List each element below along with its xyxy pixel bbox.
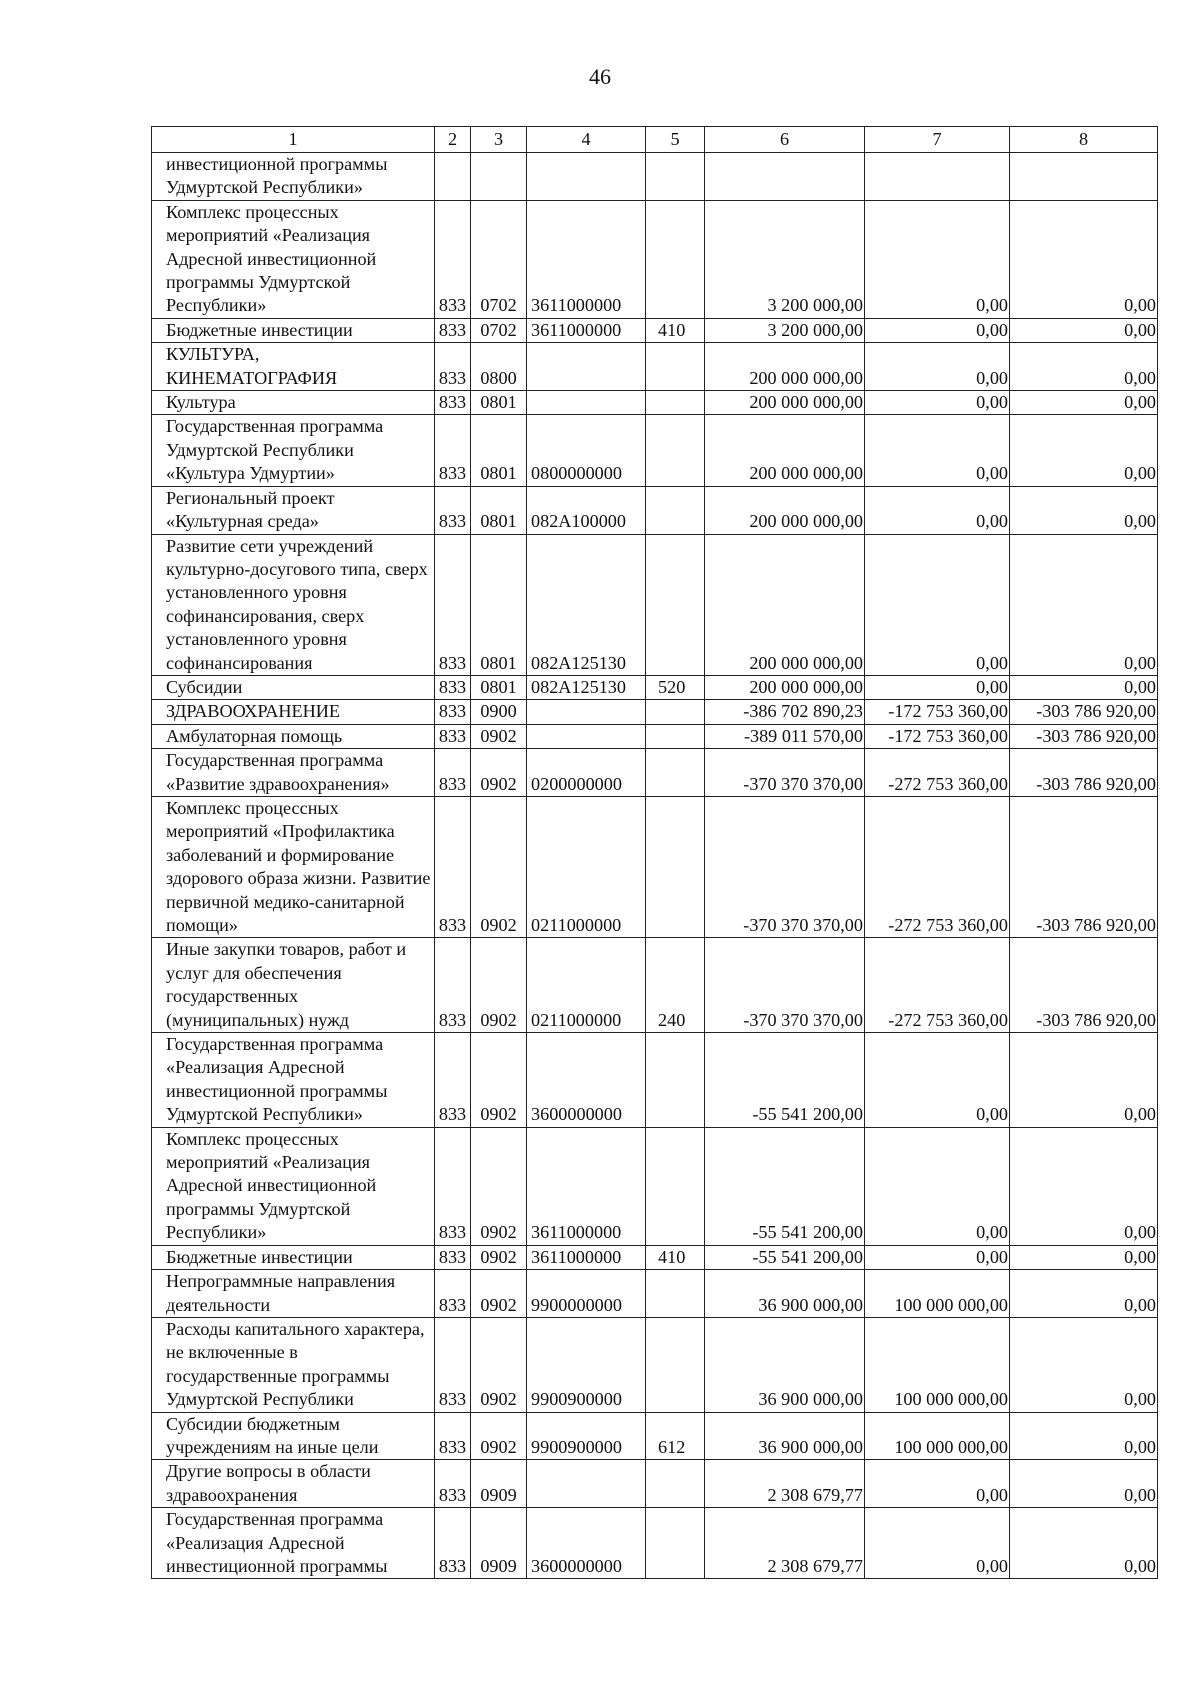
row-col-2: 833 — [435, 1412, 471, 1460]
row-col-7: 0,00 — [865, 391, 1010, 415]
row-name: Комплекс процессных мероприятий «Профилактика заболеваний и формирование здорового образа жизни. Развитие первичной медико-санитарной помощи» — [152, 796, 435, 937]
header-row — [152, 127, 1158, 153]
header-col-7: 7 — [865, 127, 1010, 153]
table-row — [152, 153, 1158, 201]
row-col-8: 0,00 — [1010, 486, 1158, 534]
row-col-5 — [646, 153, 705, 201]
table-row — [152, 1412, 1158, 1460]
row-col-5: 240 — [646, 938, 705, 1033]
row-col-8: 0,00 — [1010, 1127, 1158, 1245]
row-col-3: 0902 — [471, 938, 527, 1033]
row-col-2: 833 — [435, 1245, 471, 1269]
row-col-5 — [646, 486, 705, 534]
row-col-5 — [646, 1460, 705, 1508]
row-name: Государственная программа «Реализация Адресной инвестиционной программы — [152, 1508, 435, 1579]
row-col-7: 0,00 — [865, 343, 1010, 391]
row-col-8: 0,00 — [1010, 1245, 1158, 1269]
row-col-4: 082A125130 — [527, 675, 646, 699]
row-col-6: 200 000 000,00 — [705, 343, 865, 391]
row-col-7: -172 753 360,00 — [865, 724, 1010, 748]
table-row — [152, 700, 1158, 724]
table-row — [152, 318, 1158, 342]
row-col-5 — [646, 343, 705, 391]
row-col-3: 0801 — [471, 486, 527, 534]
row-col-8: 0,00 — [1010, 1412, 1158, 1460]
row-col-5 — [646, 1317, 705, 1412]
row-col-5 — [646, 1508, 705, 1579]
row-col-8: 0,00 — [1010, 318, 1158, 342]
table-row — [152, 1460, 1158, 1508]
row-name: Иные закупки товаров, работ и услуг для обеспечения государственных (муниципальных) нужд — [152, 938, 435, 1033]
row-col-5 — [646, 796, 705, 937]
row-col-5 — [646, 534, 705, 675]
row-col-2: 833 — [435, 1508, 471, 1579]
table-row — [152, 1033, 1158, 1128]
table-row — [152, 938, 1158, 1033]
row-col-7: 0,00 — [865, 534, 1010, 675]
row-col-7: 100 000 000,00 — [865, 1317, 1010, 1412]
row-name: Государственная программа «Развитие здравоохранения» — [152, 749, 435, 797]
row-col-8: -303 786 920,00 — [1010, 938, 1158, 1033]
row-name: Бюджетные инвестиции — [152, 1245, 435, 1269]
row-col-7: 0,00 — [865, 1245, 1010, 1269]
row-name: Развитие сети учреждений культурно-досугового типа, сверх установленного уровня софинансирования, сверх установленного уровня софинансирования — [152, 534, 435, 675]
header-col-6: 6 — [705, 127, 865, 153]
row-col-3: 0902 — [471, 724, 527, 748]
table-row — [152, 343, 1158, 391]
row-col-7: -272 753 360,00 — [865, 938, 1010, 1033]
row-col-2: 833 — [435, 1460, 471, 1508]
row-col-4: 9900900000 — [527, 1317, 646, 1412]
table-row — [152, 796, 1158, 937]
row-col-6: 2 308 679,77 — [705, 1460, 865, 1508]
row-name: Комплекс процессных мероприятий «Реализация Адресной инвестиционной программы Удмуртской Республики» — [152, 1127, 435, 1245]
row-col-4: 9900000000 — [527, 1270, 646, 1318]
row-name: КУЛЬТУРА, КИНЕМАТОГРАФИЯ — [152, 343, 435, 391]
page-number: 46 — [589, 64, 611, 89]
row-col-7: 0,00 — [865, 415, 1010, 486]
row-col-5 — [646, 1033, 705, 1128]
row-col-4: 3611000000 — [527, 1245, 646, 1269]
row-col-3: 0902 — [471, 1317, 527, 1412]
row-col-2: 833 — [435, 1270, 471, 1318]
row-col-4: 3611000000 — [527, 200, 646, 318]
row-col-4 — [527, 700, 646, 724]
table-row — [152, 200, 1158, 318]
row-col-8: 0,00 — [1010, 391, 1158, 415]
row-col-7: 0,00 — [865, 318, 1010, 342]
row-col-8: 0,00 — [1010, 675, 1158, 699]
row-col-8: -303 786 920,00 — [1010, 724, 1158, 748]
row-col-5: 410 — [646, 318, 705, 342]
table-row — [152, 534, 1158, 675]
row-col-7: 0,00 — [865, 486, 1010, 534]
row-col-6: 3 200 000,00 — [705, 200, 865, 318]
row-col-2: 833 — [435, 700, 471, 724]
table-row — [152, 1270, 1158, 1318]
row-col-2: 833 — [435, 1127, 471, 1245]
row-name: Региональный проект «Культурная среда» — [152, 486, 435, 534]
row-name: Государственная программа «Реализация Адресной инвестиционной программы Удмуртской Республики» — [152, 1033, 435, 1128]
budget-table — [151, 126, 1158, 1579]
row-name: ЗДРАВООХРАНЕНИЕ — [152, 700, 435, 724]
row-col-3: 0801 — [471, 534, 527, 675]
row-col-6: 36 900 000,00 — [705, 1317, 865, 1412]
row-name: Комплекс процессных мероприятий «Реализация Адресной инвестиционной программы Удмуртской Республики» — [152, 200, 435, 318]
row-col-6: 200 000 000,00 — [705, 486, 865, 534]
row-col-8: 0,00 — [1010, 1460, 1158, 1508]
row-name: Расходы капитального характера, не включенные в государственные программы Удмуртской Республики — [152, 1317, 435, 1412]
row-col-3: 0902 — [471, 1127, 527, 1245]
row-col-4: 0200000000 — [527, 749, 646, 797]
table-row — [152, 1245, 1158, 1269]
table-row — [152, 675, 1158, 699]
row-name: Амбулаторная помощь — [152, 724, 435, 748]
row-col-4: 3611000000 — [527, 318, 646, 342]
row-col-8: 0,00 — [1010, 200, 1158, 318]
row-col-5 — [646, 1127, 705, 1245]
row-col-4: 3600000000 — [527, 1033, 646, 1128]
row-col-8: 0,00 — [1010, 1317, 1158, 1412]
row-col-8 — [1010, 153, 1158, 201]
row-col-6: 2 308 679,77 — [705, 1508, 865, 1579]
row-col-8: 0,00 — [1010, 343, 1158, 391]
row-col-7 — [865, 153, 1010, 201]
row-col-4 — [527, 391, 646, 415]
row-col-3: 0902 — [471, 749, 527, 797]
row-col-8: 0,00 — [1010, 534, 1158, 675]
row-col-7: 0,00 — [865, 675, 1010, 699]
row-col-6: -55 541 200,00 — [705, 1245, 865, 1269]
row-col-5 — [646, 1270, 705, 1318]
row-col-3: 0909 — [471, 1508, 527, 1579]
row-col-3: 0800 — [471, 343, 527, 391]
row-col-7: 0,00 — [865, 200, 1010, 318]
row-name: Культура — [152, 391, 435, 415]
row-col-2: 833 — [435, 938, 471, 1033]
row-col-8: 0,00 — [1010, 415, 1158, 486]
row-col-4: 3600000000 — [527, 1508, 646, 1579]
row-col-8: 0,00 — [1010, 1508, 1158, 1579]
row-col-6: -386 702 890,23 — [705, 700, 865, 724]
row-col-3: 0902 — [471, 796, 527, 937]
table-row — [152, 724, 1158, 748]
row-col-7: 100 000 000,00 — [865, 1412, 1010, 1460]
row-col-5 — [646, 749, 705, 797]
row-col-7: -172 753 360,00 — [865, 700, 1010, 724]
row-col-2: 833 — [435, 391, 471, 415]
row-col-6: -370 370 370,00 — [705, 796, 865, 937]
row-col-4: 082A100000 — [527, 486, 646, 534]
row-col-3: 0902 — [471, 1270, 527, 1318]
row-col-3: 0801 — [471, 675, 527, 699]
row-col-2: 833 — [435, 749, 471, 797]
row-col-2: 833 — [435, 1033, 471, 1128]
row-col-7: -272 753 360,00 — [865, 796, 1010, 937]
row-col-4 — [527, 343, 646, 391]
row-name: Государственная программа Удмуртской Республики «Культура Удмуртии» — [152, 415, 435, 486]
row-name: Субсидии бюджетным учреждениям на иные цели — [152, 1412, 435, 1460]
row-col-2: 833 — [435, 343, 471, 391]
row-col-6: 200 000 000,00 — [705, 415, 865, 486]
row-col-6: 200 000 000,00 — [705, 675, 865, 699]
row-col-6 — [705, 153, 865, 201]
row-col-4: 0211000000 — [527, 796, 646, 937]
row-col-4: 3611000000 — [527, 1127, 646, 1245]
table-row — [152, 1508, 1158, 1579]
row-col-6: -55 541 200,00 — [705, 1033, 865, 1128]
row-name: Субсидии — [152, 675, 435, 699]
table-row — [152, 749, 1158, 797]
row-col-3: 0902 — [471, 1033, 527, 1128]
row-col-8: 0,00 — [1010, 1270, 1158, 1318]
row-col-3: 0801 — [471, 391, 527, 415]
row-col-6: 200 000 000,00 — [705, 391, 865, 415]
row-col-4: 9900900000 — [527, 1412, 646, 1460]
row-col-6: 36 900 000,00 — [705, 1412, 865, 1460]
row-col-7: 0,00 — [865, 1127, 1010, 1245]
row-col-2: 833 — [435, 675, 471, 699]
header-col-3: 3 — [471, 127, 527, 153]
row-col-4: 0800000000 — [527, 415, 646, 486]
header-col-1: 1 — [152, 127, 435, 153]
row-col-2: 833 — [435, 318, 471, 342]
row-col-7: 0,00 — [865, 1033, 1010, 1128]
row-col-4 — [527, 153, 646, 201]
header-col-2: 2 — [435, 127, 471, 153]
row-col-5 — [646, 200, 705, 318]
row-col-6: 200 000 000,00 — [705, 534, 865, 675]
row-col-5 — [646, 700, 705, 724]
row-col-5: 520 — [646, 675, 705, 699]
row-col-6: -389 011 570,00 — [705, 724, 865, 748]
table-row — [152, 415, 1158, 486]
table-body — [152, 153, 1158, 1579]
row-col-8: -303 786 920,00 — [1010, 796, 1158, 937]
row-col-7: 100 000 000,00 — [865, 1270, 1010, 1318]
row-col-7: 0,00 — [865, 1508, 1010, 1579]
table-row — [152, 1317, 1158, 1412]
row-name: Непрограммные направления деятельности — [152, 1270, 435, 1318]
row-col-8: -303 786 920,00 — [1010, 749, 1158, 797]
table-row — [152, 391, 1158, 415]
table-header — [152, 127, 1158, 153]
row-col-6: 36 900 000,00 — [705, 1270, 865, 1318]
row-col-5: 612 — [646, 1412, 705, 1460]
row-col-8: -303 786 920,00 — [1010, 700, 1158, 724]
row-col-2: 833 — [435, 1317, 471, 1412]
row-name: Другие вопросы в области здравоохранения — [152, 1460, 435, 1508]
row-col-4 — [527, 724, 646, 748]
row-col-3: 0702 — [471, 200, 527, 318]
row-col-5 — [646, 724, 705, 748]
row-col-5 — [646, 391, 705, 415]
row-col-2: 833 — [435, 486, 471, 534]
row-col-6: -370 370 370,00 — [705, 938, 865, 1033]
header-col-8: 8 — [1010, 127, 1158, 153]
row-name: Бюджетные инвестиции — [152, 318, 435, 342]
table-row — [152, 486, 1158, 534]
row-col-8: 0,00 — [1010, 1033, 1158, 1128]
row-col-2: 833 — [435, 724, 471, 748]
row-col-6: -370 370 370,00 — [705, 749, 865, 797]
row-col-7: -272 753 360,00 — [865, 749, 1010, 797]
row-col-5 — [646, 415, 705, 486]
row-col-3: 0909 — [471, 1460, 527, 1508]
row-col-6: 3 200 000,00 — [705, 318, 865, 342]
row-col-7: 0,00 — [865, 1460, 1010, 1508]
row-col-5: 410 — [646, 1245, 705, 1269]
row-col-4: 0211000000 — [527, 938, 646, 1033]
row-col-2: 833 — [435, 534, 471, 675]
row-col-2: 833 — [435, 415, 471, 486]
row-col-4: 082A125130 — [527, 534, 646, 675]
header-col-5: 5 — [646, 127, 705, 153]
row-col-3: 0902 — [471, 1245, 527, 1269]
row-col-4 — [527, 1460, 646, 1508]
row-col-2: 833 — [435, 200, 471, 318]
row-col-3: 0801 — [471, 415, 527, 486]
row-col-3: 0900 — [471, 700, 527, 724]
row-col-6: -55 541 200,00 — [705, 1127, 865, 1245]
row-col-3 — [471, 153, 527, 201]
row-col-2 — [435, 153, 471, 201]
header-col-4: 4 — [527, 127, 646, 153]
table-row — [152, 1127, 1158, 1245]
row-name: инвестиционной программы Удмуртской Республики» — [152, 153, 435, 201]
row-col-3: 0902 — [471, 1412, 527, 1460]
row-col-2: 833 — [435, 796, 471, 937]
row-col-3: 0702 — [471, 318, 527, 342]
